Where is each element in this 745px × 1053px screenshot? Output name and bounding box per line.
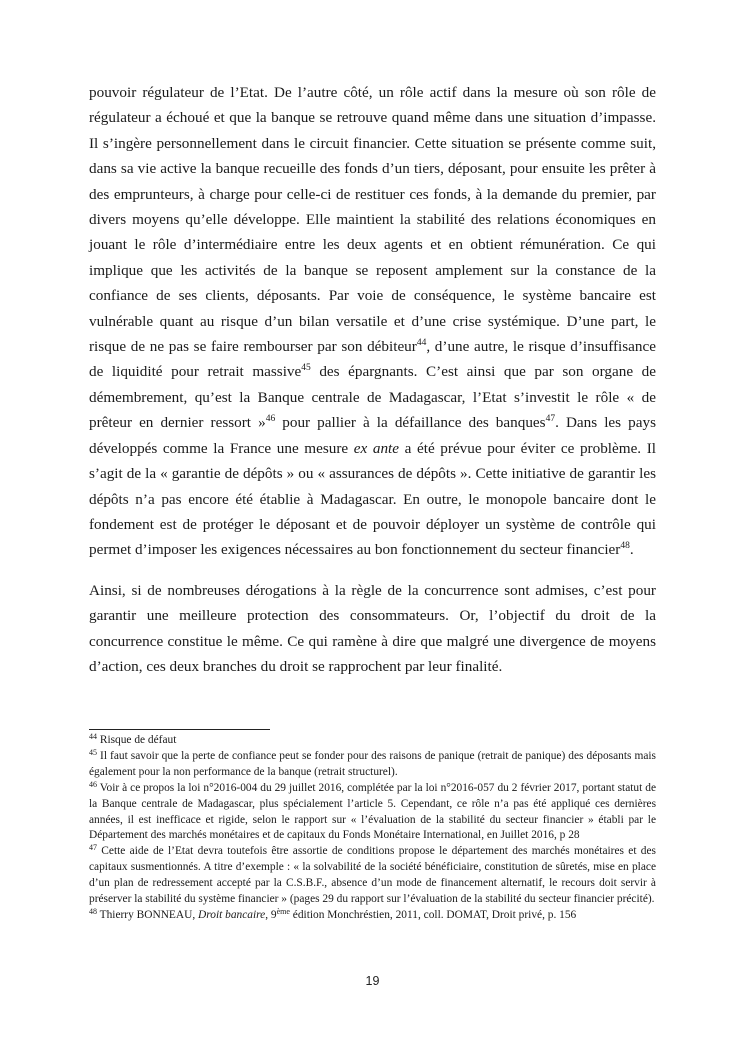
footnote-number: 44 [89,732,97,741]
paragraph-1-text: . [629,541,634,559]
paragraph-1-text: pour pallier à la défaillance des banques [275,414,546,432]
footnote-number: 47 [89,843,97,853]
footnote-number: 45 [89,747,97,757]
footnote-46 [89,781,656,845]
footnote-text: Cette aide de l’Etat devra toutefois être assortie de conditions propose le département des marchés monétaires et des capitaux susmentionnés. A titre d’exemple : « la solvabilité de la société bénéficiaire, constitution de sûretés, mise en place d’un plan de redressement accepté par la C.S.B.F., absence d’un mode de financement alternatif, le recours doit servir à préserver la stabilité du système financier » (pages 29 du rapport sur l’évaluation de la stabilité du secteur financier précité). [89,845,656,906]
paragraph-1-text: pouvoir régulateur de l’Etat. De l’autre côté, un rôle actif dans la mesure où son rôle de régulateur a échoué et que la banque se retrouve quand même dans une situation d’impasse. Il s’ingère personnellement dans le circuit financier. Cette situation se présente comme suit, dans sa vie active la banque recueille des fonds d’un tiers, déposant, pour ensuite les prêter à des emprunteurs, à charge pour celle-ci de restituer ces fonds, à la demande du premier, par divers moyens qu’elle développe. Elle maintient la stabilité des relations économiques en jouant le rôle d’intermédiaire entre les deux agents et en obtient rémunération. Ce qui implique que les activités de la banque se reposent amplement sur la constance de la confiance de ses clients, déposants. Par voie de conséquence, le système bancaire est vulnérable quant au risque d’un bilan versatile et d’une crise systémique. D’une part, le risque de ne pas se faire rembourser par son débiteur [89,84,656,356]
footnote-text: , 9 [265,908,277,921]
footnote-text: Risque de défaut [97,734,177,746]
footnote-ref-44[interactable]: 44 [416,338,427,349]
footnote-superscript: ème [276,906,290,916]
paragraph-1-text: des épargnants. C’est ainsi que par son organe de démembrement, qu’est la Banque centrale de Madagascar, l’Etat s’investit le rôle « de prêteur en dernier ressort » [89,363,656,432]
footnote-44 [89,733,656,749]
footnote-ref-46[interactable]: 46 [265,414,276,425]
footnote-ref-48[interactable]: 48 [620,541,630,552]
footnote-ref-45[interactable]: 45 [301,363,311,374]
footnote-author: Thierry BONNEAU, [97,908,199,921]
footnote-number: 46 [89,779,97,789]
footnote-book-title: Droit bancaire [198,908,266,921]
footnote-45 [89,749,656,781]
paragraph-1-text: , d’une autre, le risque d’insuffisance de liquidité pour retrait massive [89,338,656,381]
footnote-ref-47[interactable]: 47 [545,414,556,425]
footnotes [89,733,656,924]
paragraph-1 [89,80,656,563]
paragraph-2: Ainsi, si de nombreuses dérogations à la règle de la concurrence sont admises, c’est pour garantir une meilleure protection des consommateurs. Or, l’objectif du droit de la concurrence constitue le même. Ce qui ramène à dire que malgré une divergence de moyens d’action, ces deux branches du droit se rapprochent par leur finalité. [89,581,656,675]
footnote-47 [89,844,656,908]
paragraph-1-text: . Dans les pays développés comme la France une mesure [89,414,656,457]
italic-term: ex ante [353,439,400,457]
footnote-separator [89,729,270,730]
footnote-48 [89,908,656,924]
body-text [89,80,656,679]
footnote-text: Il faut savoir que la perte de confiance peut se fonder pour des raisons de panique (retrait de panique) des déposants mais également pour la non performance de la banque (retrait structurel). [89,749,656,778]
paragraph-1-text: a été prévue pour éviter ce problème. Il s’agit de la « garantie de dépôts » ou « assurances de dépôts ». Cette initiative de garantir les dépôts n’a pas encore été établie à Madagascar. En outre, le monopole bancaire dont le fondement est de protéger le déposant et de pouvoir déployer un système de contrôle qui permet d’imposer les exigences nécessaires au bon fonctionnement du secteur financier [89,439,656,559]
footnote-text: Voir à ce propos la loi n°2016-004 du 29 juillet 2016, complétée par la loi n°2016-057 du 2 février 2017, portant statut de la Banque centrale de Madagascar, plus spécialement l’article 5. Cependant, ce rôle n’a pas été appliqué ces dernières années, il est inefficace et rigide, selon le rapport sur « l’évaluation de la stabilité du secteur financier » établi par le Département des marchés monétaires et de capitaux du Fonds Monétaire International, en Juillet 2016, p 28 [89,781,656,842]
footnote-number: 48 [89,906,97,916]
page-number: 19 [365,974,380,988]
footnote-text: édition Monchréstien, 2011, coll. DOMAT, Droit privé, p. 156 [289,908,577,921]
